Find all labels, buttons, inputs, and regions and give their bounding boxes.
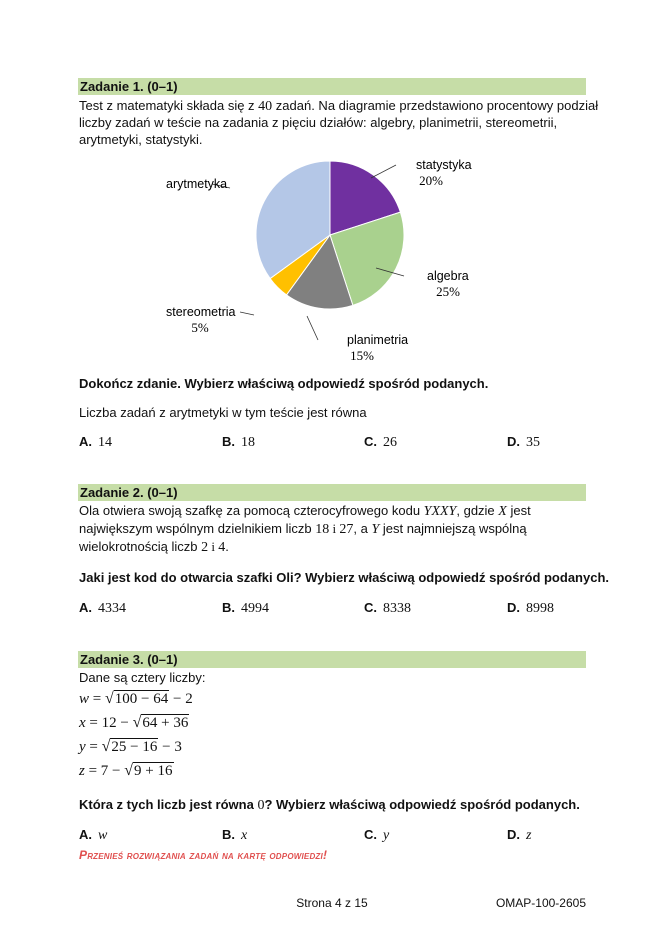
equation-y: y = √25 − 16 − 3 <box>79 738 182 755</box>
task1-intro-line2: liczby zadań w teście na zadania z pięciu działów: algebry, planimetrii, stereometrii, <box>79 115 558 130</box>
page-number: Strona 4 z 15 <box>296 896 368 910</box>
task2-line2: największym wspólnym dzielnikiem liczb 18 i 27, a Y jest najmniejszą wspólną <box>79 521 527 537</box>
task2-option-b[interactable]: B. 4994 <box>222 600 269 616</box>
label-algebra: algebra <box>427 269 469 283</box>
task2-option-c[interactable]: C. 8338 <box>364 600 411 616</box>
leader-stereometria <box>240 312 254 315</box>
leader-planimetria <box>307 316 318 340</box>
task2-line1: Ola otwiera swoją szafkę za pomocą czterocyfrowego kodu YXXY, gdzie X jest <box>79 503 531 519</box>
task1-question: Liczba zadań z arytmetyki w tym teście jest równa <box>79 405 367 420</box>
task2-header: Zadanie 2. (0–1) <box>78 484 586 501</box>
transfer-warning: Przenieś rozwiązania zadań na kartę odpowiedzi! <box>79 848 328 862</box>
task1-intro-line1: Test z matematyki składa się z 40 zadań. Na diagramie przedstawiono procentowy podział <box>79 98 599 114</box>
label-statystyka: statystyka <box>416 158 472 172</box>
task1-instruction: Dokończ zdanie. Wybierz właściwą odpowiedź spośród podanych. <box>79 376 489 391</box>
task2-instruction: Jaki jest kod do otwarcia szafki Oli? Wybierz właściwą odpowiedź spośród podanych. <box>79 570 609 585</box>
pie-chart <box>150 150 510 368</box>
task1-option-c[interactable]: C. 26 <box>364 434 397 450</box>
label-stereometria: stereometria <box>166 305 236 319</box>
value-stereometria: 5% <box>191 320 209 335</box>
equation-z: z = 7 − √9 + 16 <box>79 762 173 779</box>
task3-option-d[interactable]: D. z <box>507 827 532 843</box>
task1-option-b[interactable]: B. 18 <box>222 434 255 450</box>
task1-intro-line3: arytmetyki, statystyki. <box>79 132 203 147</box>
task3-option-c[interactable]: C. y <box>364 827 390 843</box>
task1-option-d[interactable]: D. 35 <box>507 434 540 450</box>
task1-header: Zadanie 1. (0–1) <box>78 78 586 95</box>
label-planimetria: planimetria <box>347 333 409 347</box>
equation-x: x = 12 − √64 + 36 <box>79 714 189 731</box>
task2-line3: wielokrotnością liczb 2 i 4. <box>79 539 229 555</box>
value-planimetria: 15% <box>350 348 374 363</box>
task3-option-b[interactable]: B. x <box>222 827 248 843</box>
task1-option-a[interactable]: A. 14 <box>79 434 112 450</box>
task3-header: Zadanie 3. (0–1) <box>78 651 586 668</box>
task3-instruction: Która z tych liczb jest równa 0? Wybierz właściwą odpowiedź spośród podanych. <box>79 797 580 813</box>
task2-option-d[interactable]: D. 8998 <box>507 600 554 616</box>
exam-code: OMAP-100-2605 <box>495 896 586 910</box>
value-algebra: 25% <box>436 284 460 299</box>
value-statystyka: 20% <box>419 173 443 188</box>
leader-statystyka <box>371 165 396 178</box>
label-arytmetyka: arytmetyka <box>166 177 228 191</box>
equation-w: w = √100 − 64 − 2 <box>79 690 193 707</box>
task3-option-a[interactable]: A. w <box>79 827 108 843</box>
task2-option-a[interactable]: A. 4334 <box>79 600 126 616</box>
task3-intro: Dane są cztery liczby: <box>79 670 206 685</box>
